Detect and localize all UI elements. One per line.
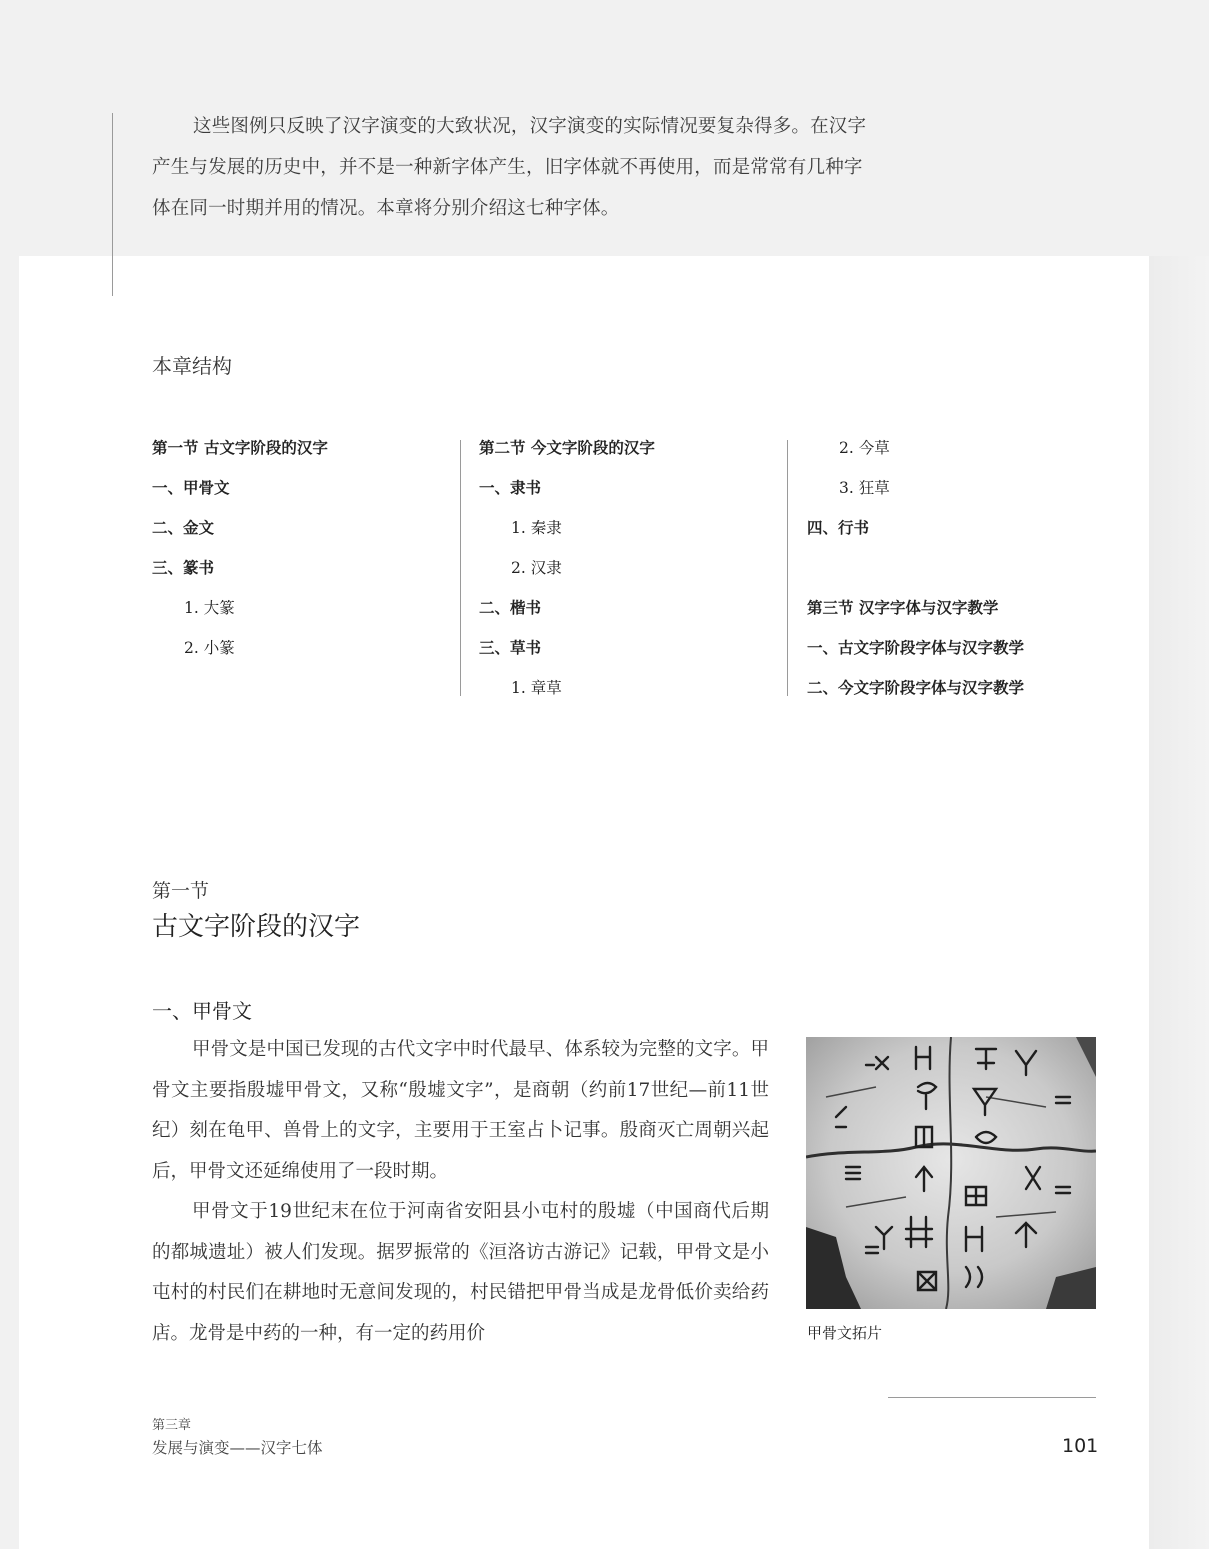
toc-item: 2. 小篆 xyxy=(184,639,235,657)
toc-item: 二、今文字阶段字体与汉字教学 xyxy=(807,678,1025,697)
footer-chapter: 第三章 xyxy=(152,1418,192,1433)
oracle-bone-rubbing-image xyxy=(806,1037,1096,1309)
body-paragraph-2: 甲骨文于19世纪末在位于河南省安阳县小屯村的殷墟（中国商代后期的都城遗址）被人们发现。据罗振常的《洹洛访古游记》记载，甲骨文是小屯村的村民们在耕地时无意间发现的，村民错把甲骨当成是龙骨低价卖给药店。龙骨是中药的一种，有一定的药用价 xyxy=(152,1201,769,1344)
toc-item: 二、楷书 xyxy=(479,598,542,617)
toc-column-1 xyxy=(152,432,452,672)
section-title: 古文字阶段的汉字 xyxy=(152,912,361,942)
toc-divider xyxy=(787,440,788,696)
toc-item: 一、隶书 xyxy=(479,478,542,497)
toc-column-2 xyxy=(479,432,779,712)
toc-item: 第二节 今文字阶段的汉字 xyxy=(479,438,655,457)
body-text xyxy=(152,1030,769,1354)
toc-item: 三、篆书 xyxy=(152,558,215,577)
footer-chapter-title: 发展与演变——汉字七体 xyxy=(152,1439,323,1457)
toc-item: 四、行书 xyxy=(807,518,870,537)
toc-divider xyxy=(460,440,461,696)
toc-item: 第三节 汉字字体与汉字教学 xyxy=(807,598,999,617)
figure-caption: 甲骨文拓片 xyxy=(807,1324,883,1342)
toc-item: 1. 大篆 xyxy=(184,599,235,617)
body-paragraph-1: 甲骨文是中国已发现的古代文字中时代最早、体系较为完整的文字。甲骨文主要指殷墟甲骨文，又称“殷墟文字”，是商朝（约前17世纪—前11世纪）刻在龟甲、兽骨上的文字，主要用于王室占卜记事。殷商灭亡周朝兴起后，甲骨文还延绵使用了一段时期。 xyxy=(152,1039,769,1182)
footer-rule xyxy=(888,1397,1096,1398)
oracle-bone-illustration xyxy=(806,1037,1096,1309)
toc-item: 一、甲骨文 xyxy=(152,478,230,497)
subsection-heading: 一、甲骨文 xyxy=(152,999,252,1023)
toc-item: 第一节 古文字阶段的汉字 xyxy=(152,438,328,457)
page-number: 101 xyxy=(1062,1435,1099,1457)
intro-paragraph: 这些图例只反映了汉字演变的大致状况，汉字演变的实际情况要复杂得多。在汉字产生与发展的历史中，并不是一种新字体产生，旧字体就不再使用，而是常常有几种字体在同一时期并用的情况。本章将分别介绍这七种字体。 xyxy=(152,116,867,219)
toc-item: 三、草书 xyxy=(479,638,542,657)
toc-item: 一、古文字阶段字体与汉字教学 xyxy=(807,638,1025,657)
toc-column-3 xyxy=(807,432,1107,712)
toc-item: 2. 汉隶 xyxy=(511,559,562,577)
section-number: 第一节 xyxy=(152,880,210,902)
toc-item: 2. 今草 xyxy=(839,439,890,457)
intro-margin-rule xyxy=(112,113,113,296)
toc-item: 1. 秦隶 xyxy=(511,519,562,537)
toc-item: 1. 章草 xyxy=(511,679,562,697)
page-edge-shadow xyxy=(1149,256,1209,1549)
toc-item: 二、金文 xyxy=(152,518,215,537)
chapter-structure-label: 本章结构 xyxy=(152,354,232,378)
toc-item: 3. 狂草 xyxy=(839,479,890,497)
intro-block xyxy=(152,106,872,229)
toc-spacer xyxy=(807,552,1107,592)
